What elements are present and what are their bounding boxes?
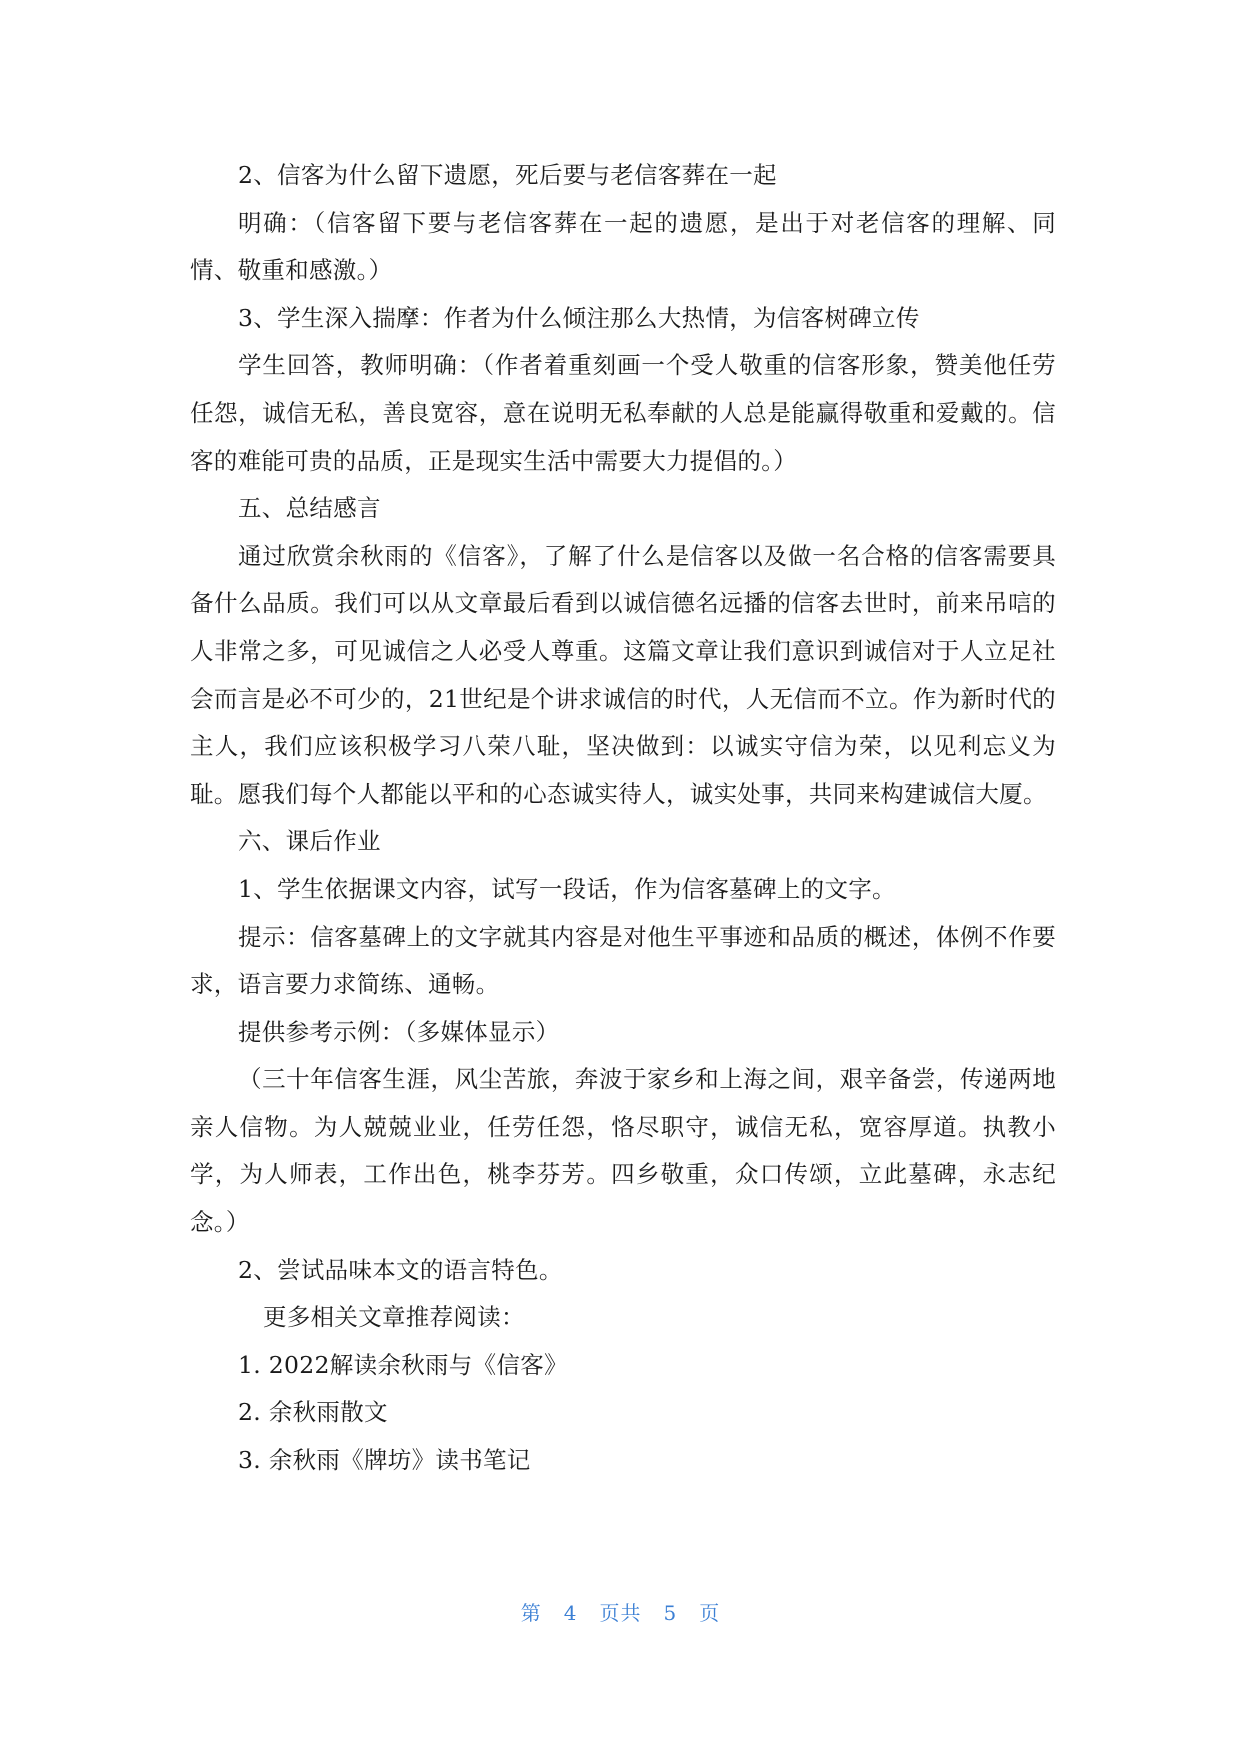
footer-end-word: 页 (699, 1601, 721, 1625)
footer-total-pages: 5 (663, 1601, 678, 1625)
more-reading-heading: 更多相关文章推荐阅读： (263, 1303, 525, 1332)
paragraph-question-3: 3、学生深入揣摩：作者为什么倾注那么大热情，为信客树碑立传 (238, 303, 920, 332)
footer-page-word: 第 (520, 1601, 542, 1625)
document-body (190, 152, 1056, 1485)
section-heading-homework: 六、课后作业 (238, 827, 381, 856)
recommended-link-1[interactable]: 1. 2022解读余秋雨与《信客》 (238, 1350, 568, 1379)
paragraph-hint: 提示：信客墓碑上的文字就其内容是对他生平事迹和品质的概述，体例不作要求，语言要力求简练、通畅。 (190, 922, 1056, 999)
paragraph-example-label: 提供参考示例：（多媒体显示） (238, 1017, 560, 1046)
recommended-link-3[interactable]: 3. 余秋雨《牌坊》读书笔记 (238, 1446, 531, 1475)
page-footer (0, 1597, 1241, 1626)
paragraph-homework-1: 1、学生依据课文内容，试写一段话，作为信客墓碑上的文字。 (238, 874, 896, 903)
recommended-link-2[interactable]: 2. 余秋雨散文 (238, 1398, 388, 1427)
footer-total-word: 页共 (599, 1601, 642, 1625)
section-heading-summary: 五、总结感言 (238, 494, 381, 523)
paragraph-answer-2: 明确：（信客留下要与老信客葬在一起的遗愿，是出于对老信客的理解、同情、敬重和感激。） (190, 208, 1056, 285)
paragraph-answer-3: 学生回答，教师明确：（作者着重刻画一个受人敬重的信客形象，赞美他任劳任怨，诚信无私，善良宽容，意在说明无私奉献的人总是能赢得敬重和爱戴的。信客的难能可贵的品质，正是现实生活中需要大力提倡的。） (190, 351, 1056, 475)
paragraph-homework-2: 2、尝试品味本文的语言特色。 (238, 1255, 563, 1284)
footer-current-page: 4 (563, 1601, 578, 1625)
paragraph-summary: 通过欣赏余秋雨的《信客》，了解了什么是信客以及做一名合格的信客需要具备什么品质。我们可以从文章最后看到以诚信德名远播的信客去世时，前来吊唁的人非常之多，可见诚信之人必受人尊重。这篇文章让我们意识到诚信对于人立足社会而言是必不可少的，21世纪是个讲求诚信的时代，人无信而不立。作为新时代的主人，我们应该积极学习八荣八耻，坚决做到：以诚实守信为荣，以见利忘义为耻。愿我们每个人都能以平和的心态诚实待人，诚实处事，共同来构建诚信大厦。 (190, 541, 1056, 808)
paragraph-example: （三十年信客生涯，风尘苦旅，奔波于家乡和上海之间，艰辛备尝，传递两地亲人信物。为人兢兢业业，任劳任怨，恪尽职守，诚信无私，宽容厚道。执教小学，为人师表，工作出色，桃李芬芳。四乡敬重，众口传颂，立此墓碑，永志纪念。） (190, 1065, 1056, 1237)
paragraph-question-2: 2、信客为什么留下遗愿，死后要与老信客葬在一起 (238, 161, 777, 189)
